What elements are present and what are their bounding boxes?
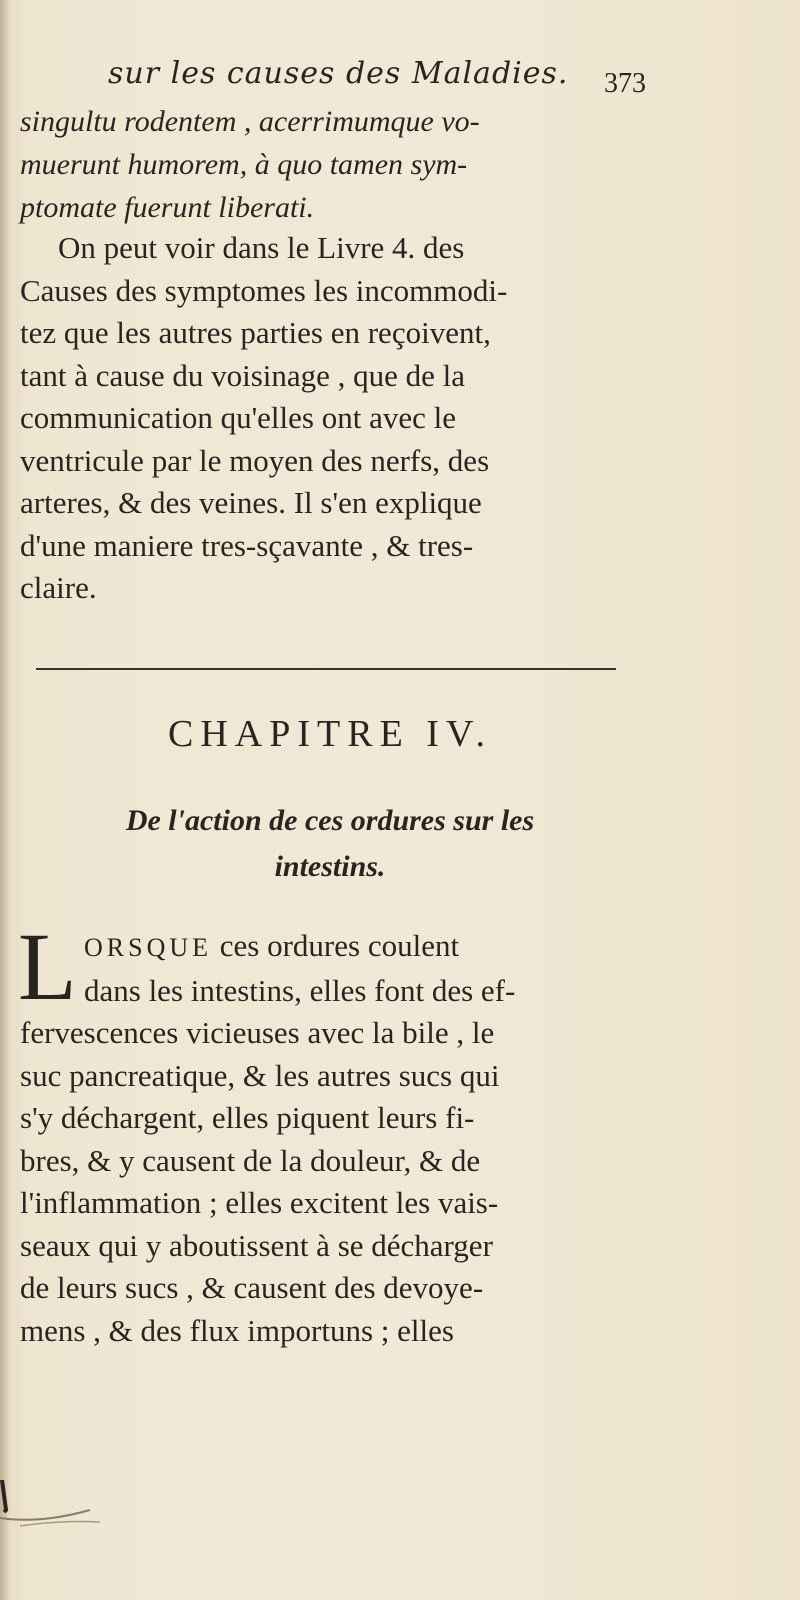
chapter-subtitle-line: intestins. xyxy=(274,850,386,883)
paragraph-line: bres, & y causent de la douleur, & de xyxy=(20,1142,481,1178)
paragraph-line: mens , & des flux importuns ; elles xyxy=(20,1312,454,1348)
paragraph-line: fervescences vicieuses avec la bile , le xyxy=(20,1015,495,1050)
chapter-subtitle-line: De l'action de ces ordures sur les xyxy=(125,804,535,837)
paragraph-line: On peut voir dans le Livre 4. des xyxy=(58,230,465,265)
paragraph-first-line xyxy=(20,925,670,970)
paragraph-line: seaux qui y aboutissent à se décharger xyxy=(20,1227,493,1263)
latin-line: muerunt humorem, à quo tamen sym- xyxy=(20,148,468,181)
paragraph-line: arteres, & des veines. Il s'en explique xyxy=(20,485,482,520)
paragraph-line: claire. xyxy=(20,570,97,605)
first-line-rest: ces ordures coulent xyxy=(219,928,460,963)
chapter-title: CHAPITRE IV. xyxy=(168,713,492,755)
paragraph-line: tant à cause du voisinage , que de la xyxy=(20,357,466,393)
paragraph-livre-4 xyxy=(20,227,670,610)
paragraph-line: communication qu'elles ont avec le xyxy=(20,400,456,435)
paragraph-chapter-iv xyxy=(20,925,670,1352)
paragraph-line: de leurs sucs , & causent des devoye- xyxy=(20,1270,484,1305)
paragraph-line: ventricule par le moyen des nerfs, des xyxy=(20,442,490,478)
chapter-subtitle xyxy=(0,798,660,890)
page-corner-mark xyxy=(0,1480,170,1540)
paragraph-line: Causes des symptomes les incommodi- xyxy=(20,272,508,308)
drop-cap: L xyxy=(18,913,77,1020)
page-number: 373 xyxy=(604,68,646,99)
paragraph-line: dans les intestins, elles font des ef- xyxy=(84,972,516,1008)
small-caps-word: ORSQUE xyxy=(84,933,213,962)
paragraph-line: s'y déchargent, elles piquent leurs fi- xyxy=(20,1100,475,1135)
paragraph-line: l'inflammation ; elles excitent les vais- xyxy=(20,1185,499,1220)
paragraph-line: suc pancreatique, & les autres sucs qui xyxy=(20,1057,500,1093)
paragraph-line: tez que les autres parties en reçoivent, xyxy=(20,315,491,350)
latin-line: ptomate fuerunt liberati. xyxy=(20,191,315,224)
running-head: sur les causes des Maladies. xyxy=(108,56,569,91)
latin-line: singultu rodentem , acerrimumque vo- xyxy=(20,105,480,138)
section-divider xyxy=(36,668,616,670)
paragraph-line: d'une maniere tres-sçavante , & tres- xyxy=(20,527,474,563)
latin-quotation xyxy=(20,100,660,229)
